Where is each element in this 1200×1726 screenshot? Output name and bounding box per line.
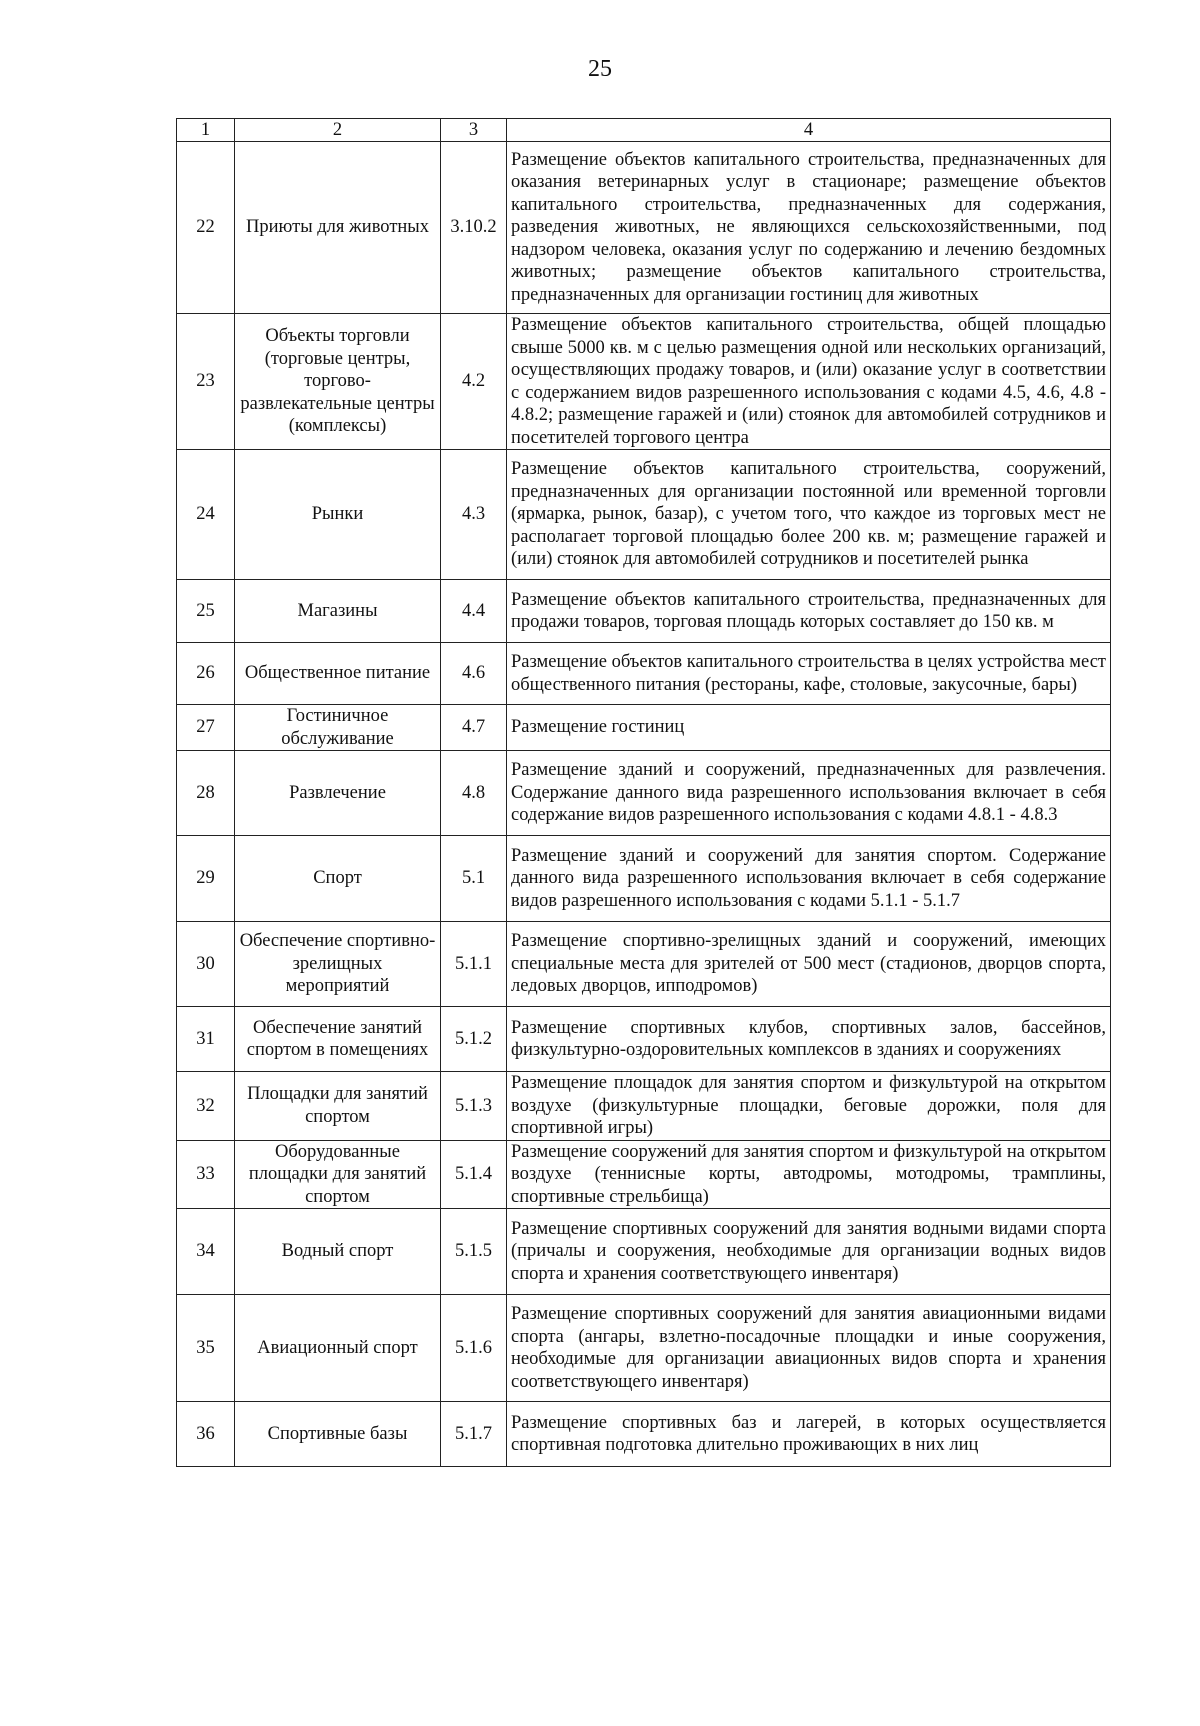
header-cell: 1 [177, 119, 235, 142]
row-code: 4.7 [441, 705, 507, 751]
row-name: Объекты торговли (торговые центры, торгово-развлекательные центры (комплексы) [235, 314, 441, 450]
row-code: 5.1.4 [441, 1140, 507, 1209]
row-name: Развлечение [235, 751, 441, 836]
row-name: Обеспечение занятий спортом в помещениях [235, 1007, 441, 1072]
row-number: 31 [177, 1007, 235, 1072]
table-row [177, 1402, 1111, 1467]
row-number: 24 [177, 450, 235, 580]
table-row [177, 705, 1111, 751]
table-row [177, 836, 1111, 922]
row-number: 34 [177, 1209, 235, 1295]
row-description: Размещение объектов капитального строительства, общей площадью свыше 5000 кв. м с целью размещения одной или нескольких организаций, осуществляющих продажу товаров, и (или) оказание услуг в соответствии с содержанием видов разрешенного использования с кодами 4.5, 4.6, 4.8 - 4.8.2; размещение гаражей и (или) стоянок для автомобилей сотрудников и посетителей торгового центра [507, 314, 1111, 450]
row-description: Размещение спортивных клубов, спортивных залов, бассейнов, физкультурно-оздоровительных комплексов в зданиях и сооружениях [507, 1007, 1111, 1072]
row-number: 26 [177, 643, 235, 705]
row-number: 35 [177, 1295, 235, 1402]
page-number: 25 [588, 56, 612, 82]
row-description: Размещение объектов капитального строительства, предназначенных для оказания ветеринарных услуг в стационаре; размещение объектов капитального строительства, предназначенных для содержания, разведения животных, не являющихся сельскохозяйственными, под надзором человека, оказания услуг по содержанию и лечению бездомных животных; размещение объектов капитального строительства, предназначенных для организации гостиниц для животных [507, 142, 1111, 314]
row-number: 22 [177, 142, 235, 314]
row-description: Размещение объектов капитального строительства, предназначенных для продажи товаров, торговая площадь которых составляет до 150 кв. м [507, 580, 1111, 643]
header-cell: 3 [441, 119, 507, 142]
row-description: Размещение сооружений для занятия спортом и физкультурой на открытом воздухе (теннисные корты, автодромы, мотодромы, трамплины, спортивные стрельбища) [507, 1140, 1111, 1209]
table-row [177, 1295, 1111, 1402]
row-description: Размещение гостиниц [507, 705, 1111, 751]
table-row [177, 1007, 1111, 1072]
row-number: 28 [177, 751, 235, 836]
row-code: 5.1.7 [441, 1402, 507, 1467]
row-name: Общественное питание [235, 643, 441, 705]
row-name: Магазины [235, 580, 441, 643]
row-name: Гостиничное обслуживание [235, 705, 441, 751]
row-code: 5.1.2 [441, 1007, 507, 1072]
row-name: Авиационный спорт [235, 1295, 441, 1402]
row-description: Размещение объектов капитального строительства, сооружений, предназначенных для организации постоянной или временной торговли (ярмарка, рынок, базар), с учетом того, что каждое из торговых мест не располагает торговой площадью более 200 кв. м; размещение гаражей и (или) стоянок для автомобилей сотрудников и посетителей рынка [507, 450, 1111, 580]
row-name: Обеспечение спортивно-зрелищных мероприятий [235, 922, 441, 1007]
table-row [177, 922, 1111, 1007]
table-row [177, 314, 1111, 450]
row-number: 30 [177, 922, 235, 1007]
row-code: 4.6 [441, 643, 507, 705]
row-code: 5.1.3 [441, 1072, 507, 1141]
land-use-table [176, 118, 1111, 1467]
row-number: 27 [177, 705, 235, 751]
row-name: Оборудованные площадки для занятий спортом [235, 1140, 441, 1209]
row-number: 33 [177, 1140, 235, 1209]
row-description: Размещение спортивных сооружений для занятия авиационными видами спорта (ангары, взлетно-посадочные площадки и иные сооружения, необходимые для организации авиационных видов спорта и хранения соответствующего инвентаря) [507, 1295, 1111, 1402]
row-code: 5.1.5 [441, 1209, 507, 1295]
row-number: 36 [177, 1402, 235, 1467]
row-code: 4.2 [441, 314, 507, 450]
row-number: 25 [177, 580, 235, 643]
row-description: Размещение площадок для занятия спортом и физкультурой на открытом воздухе (физкультурные площадки, беговые дорожки, поля для спортивной игры) [507, 1072, 1111, 1141]
header-cell: 4 [507, 119, 1111, 142]
table-row [177, 580, 1111, 643]
header-cell: 2 [235, 119, 441, 142]
row-name: Спортивные базы [235, 1402, 441, 1467]
row-description: Размещение зданий и сооружений для занятия спортом. Содержание данного вида разрешенного использования включает в себя содержание видов разрешенного использования с кодами 5.1.1 - 5.1.7 [507, 836, 1111, 922]
row-description: Размещение спортивных баз и лагерей, в которых осуществляется спортивная подготовка длительно проживающих в них лиц [507, 1402, 1111, 1467]
row-name: Спорт [235, 836, 441, 922]
table-header-row [177, 119, 1111, 142]
row-code: 4.3 [441, 450, 507, 580]
table-row [177, 142, 1111, 314]
row-code: 5.1 [441, 836, 507, 922]
table-row [177, 450, 1111, 580]
row-code: 3.10.2 [441, 142, 507, 314]
row-description: Размещение зданий и сооружений, предназначенных для развлечения. Содержание данного вида разрешенного использования включает в себя содержание видов разрешенного использования с кодами 4.8.1 - 4.8.3 [507, 751, 1111, 836]
table-body [177, 119, 1111, 1467]
row-description: Размещение объектов капитального строительства в целях устройства мест общественного питания (рестораны, кафе, столовые, закусочные, бары) [507, 643, 1111, 705]
row-number: 32 [177, 1072, 235, 1141]
row-code: 5.1.1 [441, 922, 507, 1007]
row-number: 23 [177, 314, 235, 450]
row-name: Площадки для занятий спортом [235, 1072, 441, 1141]
row-name: Приюты для животных [235, 142, 441, 314]
row-code: 4.8 [441, 751, 507, 836]
table-row [177, 643, 1111, 705]
row-name: Рынки [235, 450, 441, 580]
table-row [177, 1140, 1111, 1209]
row-code: 5.1.6 [441, 1295, 507, 1402]
row-description: Размещение спортивно-зрелищных зданий и сооружений, имеющих специальные места для зрителей от 500 мест (стадионов, дворцов спорта, ледовых дворцов, ипподромов) [507, 922, 1111, 1007]
row-description: Размещение спортивных сооружений для занятия водными видами спорта (причалы и сооружения, необходимые для организации водных видов спорта и хранения соответствующего инвентаря) [507, 1209, 1111, 1295]
table-row [177, 1209, 1111, 1295]
row-name: Водный спорт [235, 1209, 441, 1295]
row-number: 29 [177, 836, 235, 922]
table-row [177, 751, 1111, 836]
table-row [177, 1072, 1111, 1141]
row-code: 4.4 [441, 580, 507, 643]
